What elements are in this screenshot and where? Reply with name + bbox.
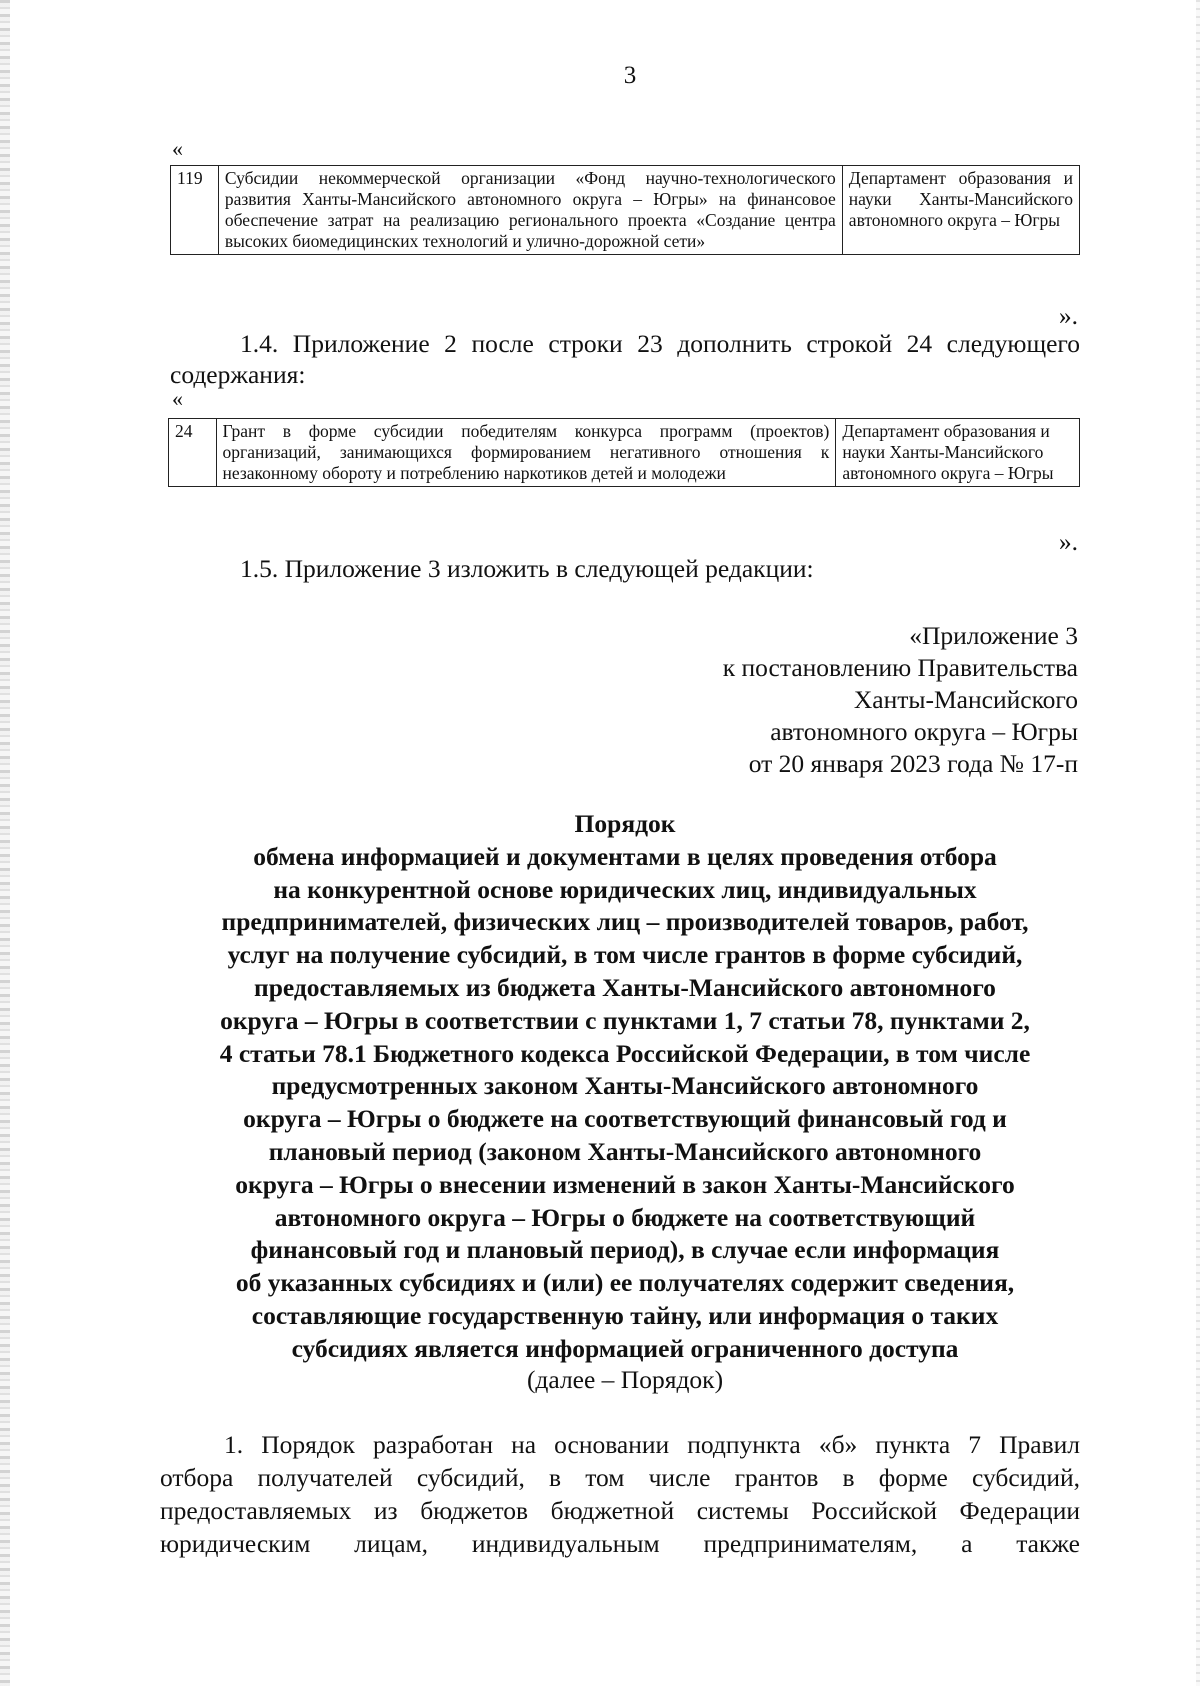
page-number: 3 [623,62,637,89]
scan-edge-artifact [0,0,10,1686]
title-suffix: (далее – Порядок) [526,1365,724,1394]
paragraph-line: предоставляемых из бюджетов бюджетной системы Российской Федерации [160,1496,1080,1525]
row-number: 119 [171,166,219,255]
table2-close-quote: ». [1058,527,1078,556]
table2-open-quote: « [172,386,183,411]
table1-close-quote: ». [1058,301,1078,330]
paragraph-1-4: 1.4. Приложение 2 после строки 23 дополнить строкой 24 следующего содержания: [170,329,1080,389]
appendix-header-line: от 20 января 2023 года № 17-п [748,749,1078,778]
paragraph-line: юридическим лицам, индивидуальным предпринимателям, а также [160,1529,1080,1558]
appendix-header-line: «Приложение 3 [909,621,1078,650]
scan-edge-artifact-right [1196,0,1200,1686]
title-line: 4 статьи 78.1 Бюджетного кодекса Российской Федерации, в том числе [219,1038,1031,1068]
paragraph-line: отбора получателей субсидий, в том числе грантов в форме субсидий, [160,1463,1080,1492]
subsidy-description: Субсидии некоммерческой организации «Фонд научно-технологического развития Ханты-Мансийского автономного округа – Югры» на финансовое обеспечение затрат на реализацию регионального проекта «Создание центра высоких биомедицинских технологий и улично-дорожной сети» [218,166,842,255]
appendix-header [478,620,1078,780]
title-line: предоставляемых из бюджета Ханты-Мансийского автономного [254,972,996,1002]
title-line: округа – Югры о внесении изменений в закон Ханты-Мансийского [235,1169,1015,1199]
table-row-24 [168,418,1080,487]
appendix-header-line: автономного округа – Югры [770,717,1078,746]
table-row-119 [170,165,1080,255]
title-line: услуг на получение субсидий, в том числе грантов в форме субсидий, [227,940,1023,970]
appendix-header-line: Ханты-Мансийского [853,685,1078,714]
table1-open-quote: « [172,136,183,161]
responsible-department: Департамент образования и науки Ханты-Мансийского автономного округа – Югры [842,166,1079,255]
title-line: плановый период (законом Ханты-Мансийского автономного [268,1136,982,1166]
title-line: автономного округа – Югры о бюджете на соответствующий [274,1202,976,1232]
title-line: об указанных субсидиях и (или) ее получателях содержит сведения, [235,1268,1015,1298]
title-line: финансовый год и плановый период), в случае если информация [250,1235,1000,1265]
title-line: субсидиях является информацией ограниченного доступа [291,1333,959,1363]
title-line: обмена информацией и документами в целях проведения отбора [253,841,997,871]
title-line: на конкурентной основе юридических лиц, индивидуальных [273,874,977,904]
row-number: 24 [169,419,217,487]
title-line: Порядок [574,809,676,838]
grant-description: Грант в форме субсидии победителям конкурса программ (проектов) организаций, занимающихся формированием негативного отношения к незаконному обороту и потреблению наркотиков детей и молодежи [216,419,836,487]
document-title [160,808,1090,1366]
paragraph-1-5: 1.5. Приложение 3 изложить в следующей редакции: [240,554,814,583]
appendix-header-line: к постановлению Правительства [722,653,1078,682]
paragraph-line: 1. Порядок разработан на основании подпункта «б» пункта 7 Правил [224,1430,1080,1459]
paragraph-1 [160,1428,1080,1560]
title-line: округа – Югры о бюджете на соответствующий финансовый год и [243,1104,1007,1134]
title-line: предусмотренных законом Ханты-Мансийского автономного [271,1071,979,1101]
title-line: составляющие государственную тайну, или информация о таких [251,1300,999,1330]
title-line: предпринимателей, физических лиц – производителей товаров, работ, [221,907,1029,937]
title-line: округа – Югры в соответствии с пунктами 1, 7 статьи 78, пунктами 2, [220,1005,1030,1035]
responsible-department: Департамент образования и науки Ханты-Мансийского автономного округа – Югры [836,419,1080,487]
